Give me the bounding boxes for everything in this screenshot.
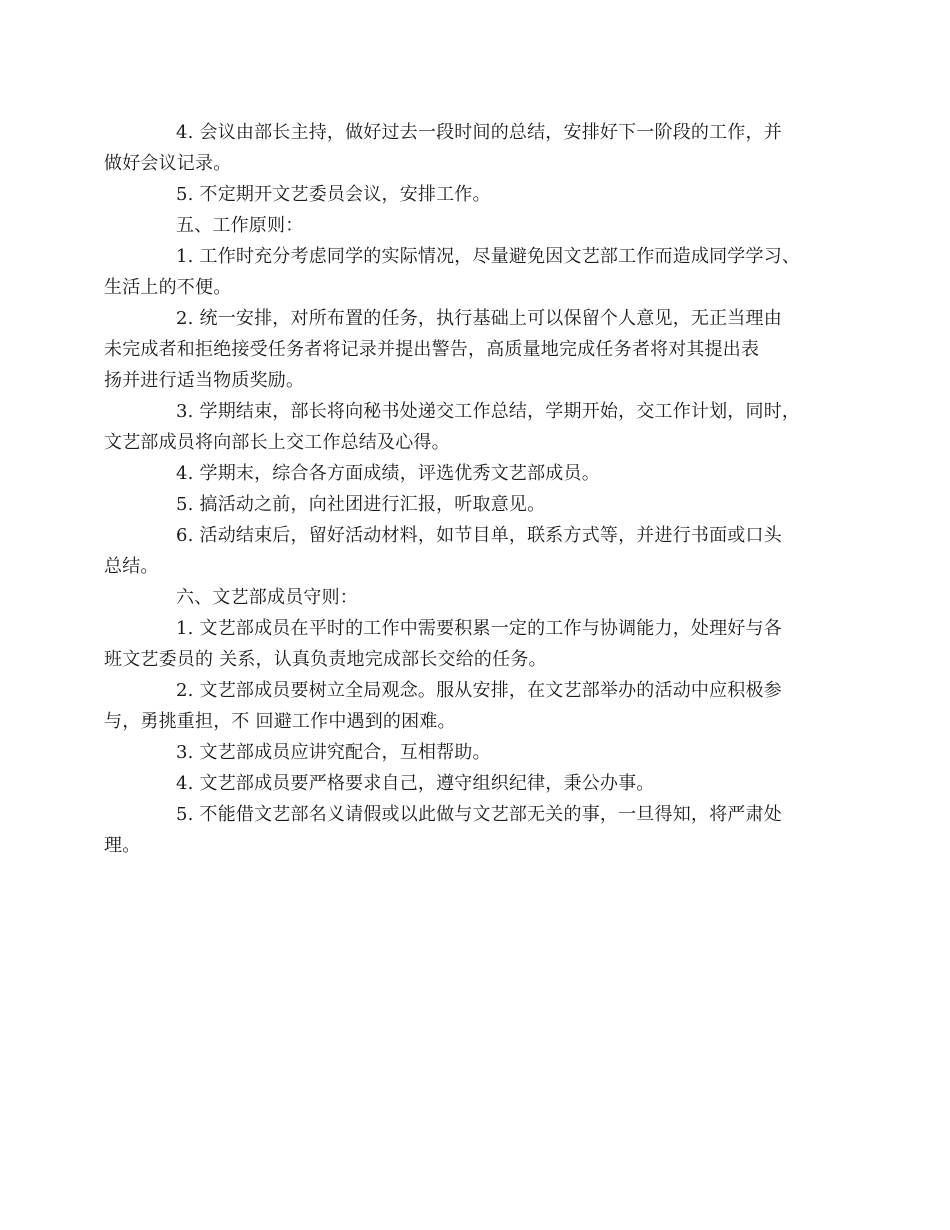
text-line: 2. 文艺部成员要树立全局观念。服从安排，在文艺部举办的活动中应积极参 xyxy=(176,680,782,701)
paragraph-rule-4 xyxy=(140,768,820,799)
paragraph-principle-6 xyxy=(104,520,820,582)
section-heading-work-principles xyxy=(140,210,820,241)
text-line: 五、工作原则： xyxy=(176,215,304,236)
paragraph-rule-2 xyxy=(104,675,820,737)
paragraph-irregular-meeting xyxy=(140,179,820,210)
paragraph-rule-1 xyxy=(104,613,820,675)
text-line: 未完成者和拒绝接受任务者将记录并提出警告，高质量地完成任务者将对其提出表 xyxy=(104,339,760,360)
paragraph-principle-3 xyxy=(104,396,820,458)
text-line: 4. 文艺部成员要严格要求自己，遵守组织纪律，秉公办事。 xyxy=(176,773,655,794)
paragraph-principle-1 xyxy=(104,241,820,303)
paragraph-principle-4 xyxy=(140,458,820,489)
text-line: 3. 文艺部成员应讲究配合，互相帮助。 xyxy=(176,742,491,763)
paragraph-meeting-chair xyxy=(104,117,820,179)
text-line: 六、文艺部成员守则： xyxy=(176,587,358,608)
text-line: 6. 活动结束后，留好活动材料，如节目单，联系方式等，并进行书面或口头 xyxy=(176,525,782,546)
paragraph-principle-5 xyxy=(140,489,820,520)
document-body xyxy=(104,117,820,861)
text-line: 1. 工作时充分考虑同学的实际情况，尽量避免因文艺部工作而造成同学学习、 xyxy=(176,246,801,267)
paragraph-rule-5 xyxy=(104,799,820,861)
text-line: 5. 搞活动之前，向社团进行汇报，听取意见。 xyxy=(176,494,546,515)
text-line: 3. 学期结束，部长将向秘书处递交工作总结，学期开始，交工作计划，同时， xyxy=(176,401,801,422)
section-heading-member-rules xyxy=(140,582,820,613)
text-line: 班文艺委员的 关系，认真负责地完成部长交给的任务。 xyxy=(104,649,547,670)
text-line: 理。 xyxy=(104,835,141,856)
text-line: 2. 统一安排，对所布置的任务，执行基础上可以保留个人意见，无正当理由 xyxy=(176,308,782,329)
text-line: 生活上的不便。 xyxy=(104,277,232,298)
text-line: 总结。 xyxy=(104,556,159,577)
paragraph-rule-3 xyxy=(140,737,820,768)
paragraph-principle-2 xyxy=(104,303,820,396)
text-line: 5. 不能借文艺部名义请假或以此做与文艺部无关的事，一旦得知，将严肃处 xyxy=(176,804,782,825)
text-line: 文艺部成员将向部长上交工作总结及心得。 xyxy=(104,432,450,453)
text-line: 与，勇挑重担，不 回避工作中遇到的困难。 xyxy=(104,711,456,732)
text-line: 1. 文艺部成员在平时的工作中需要积累一定的工作与协调能力，处理好与各 xyxy=(176,618,782,639)
text-line: 做好会议记录。 xyxy=(104,153,232,174)
text-line: 4. 会议由部长主持，做好过去一段时间的总结，安排好下一阶段的工作，并 xyxy=(176,122,782,143)
text-line: 4. 学期末，综合各方面成绩，评选优秀文艺部成员。 xyxy=(176,463,600,484)
text-line: 扬并进行适当物质奖励。 xyxy=(104,370,305,391)
text-line: 5. 不定期开文艺委员会议，安排工作。 xyxy=(176,184,491,205)
